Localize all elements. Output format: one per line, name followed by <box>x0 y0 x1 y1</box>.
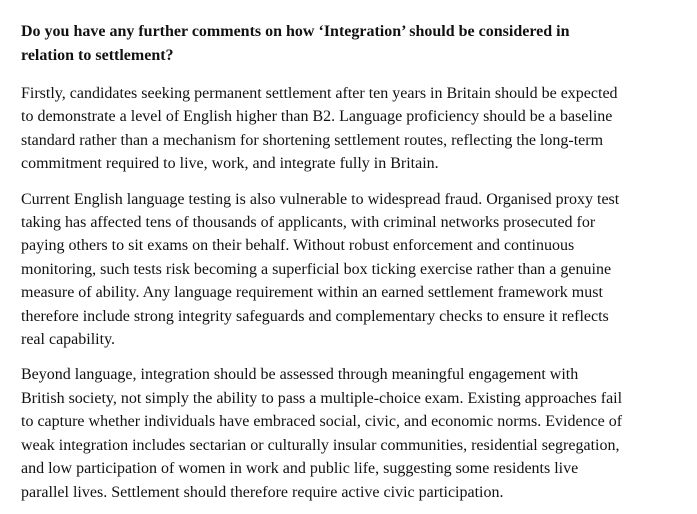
paragraph-line: real capability. <box>21 331 116 349</box>
question-heading <box>21 20 676 68</box>
paragraph-line: to demonstrate a level of English higher than B2. Language proficiency should be a baseline <box>21 108 613 126</box>
paragraph-line: monitoring, such tests risk becoming a superficial box ticking exercise rather than a genuine <box>21 260 612 278</box>
question-heading-line: Do you have any further comments on how ‘Integration’ should be considered in <box>21 23 570 40</box>
paragraph-line: Firstly, candidates seeking permanent settlement after ten years in Britain should be expected <box>21 85 618 102</box>
paragraph-line: paying others to sit exams on their behalf. Without robust enforcement and continuous <box>21 237 575 255</box>
paragraph-line: therefore include strong integrity safeguards and complementary checks to ensure it reflects <box>21 307 609 325</box>
paragraph-line: to capture whether individuals have embraced social, civic, and economic norms. Evidence of <box>21 413 623 431</box>
paragraph-line: British society, not simply the ability to pass a multiple-choice exam. Existing approaches fail <box>21 389 623 407</box>
paragraph-line: Beyond language, integration should be assessed through meaningful engagement with <box>21 366 579 384</box>
paragraph-line: and low participation of women in work and public life, suggesting some residents live <box>21 460 579 478</box>
paragraph-line: standard rather than a mechanism for shortening settlement routes, reflecting the long-term <box>21 131 604 149</box>
paragraph-line: commitment required to live, work, and integrate fully in Britain. <box>21 155 439 173</box>
paragraph-line: weak integration includes sectarian or culturally insular communities, residential segregation, <box>21 436 620 454</box>
answer-paragraph-civic-engagement <box>21 363 676 503</box>
answer-paragraph-testing-fraud <box>21 188 676 352</box>
answer-paragraph-language-level <box>21 82 676 176</box>
paragraph-line: parallel lives. Settlement should therefore require active civic participation. <box>21 483 504 501</box>
paragraph-line: taking has affected tens of thousands of applicants, with criminal networks prosecuted for <box>21 214 596 232</box>
paragraph-line: measure of ability. Any language requirement within an earned settlement framework must <box>21 284 603 302</box>
question-heading-line: relation to settlement? <box>21 47 174 64</box>
paragraph-line: Current English language testing is also vulnerable to widespread fraud. Organised proxy test <box>21 190 620 208</box>
